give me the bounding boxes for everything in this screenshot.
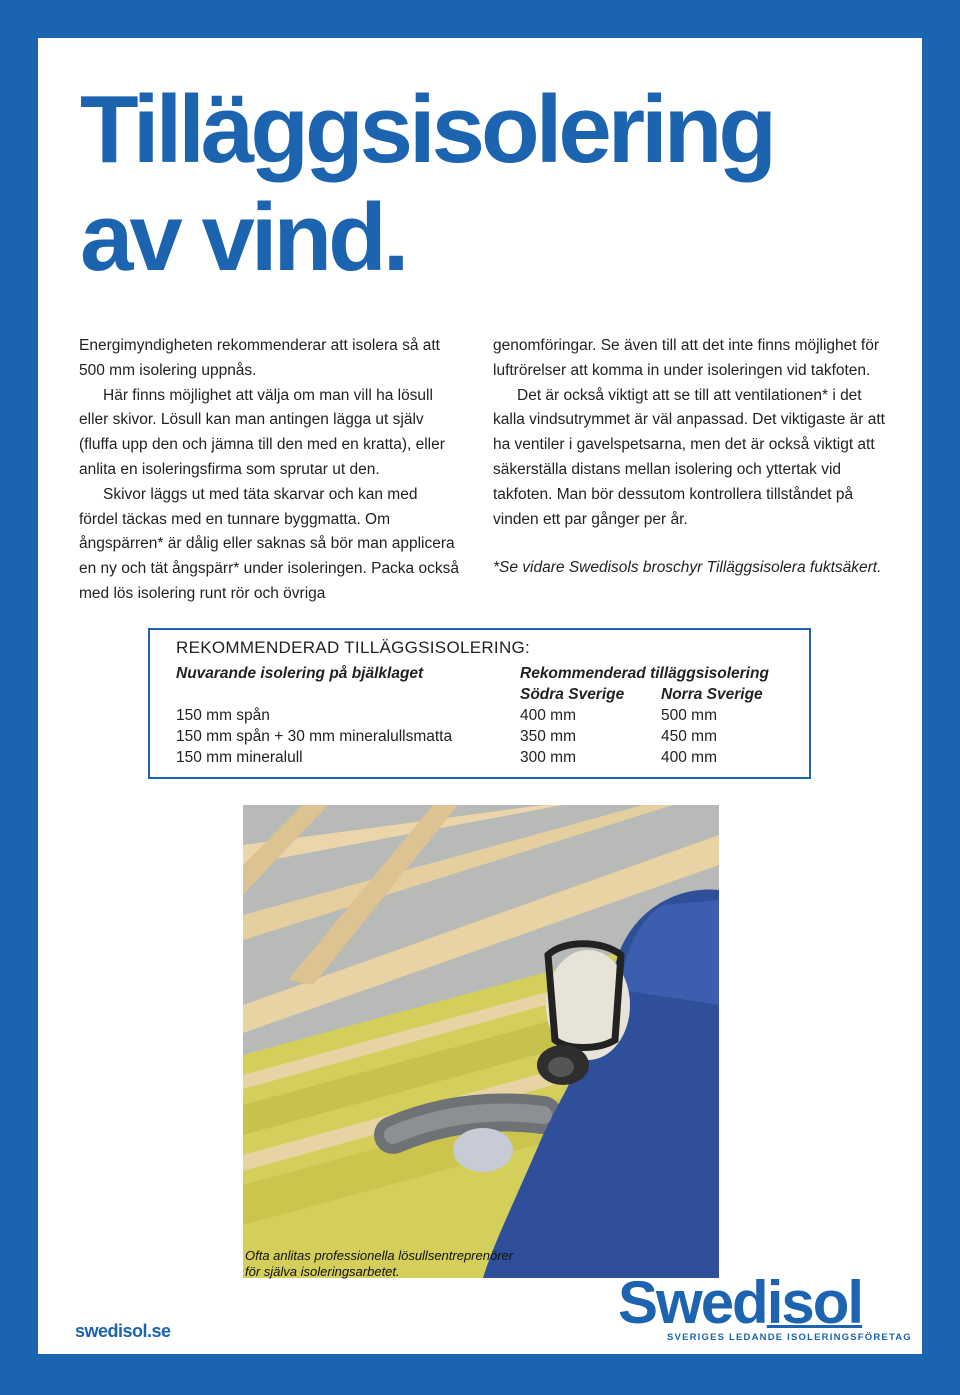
title-line-1: Tilläggsisolering [80, 76, 774, 183]
footnote: *Se vidare Swedisols broschyr Tilläggsisolera fuktsäkert. [493, 559, 882, 577]
body-column-left [79, 334, 459, 607]
paragraph: Skivor läggs ut med täta skarvar och kan med fördel täckas med en tunnare byggmatta. Om ångspärren* är dålig eller saknas så bör man applicera en ny och tät ångspärr* under isoleringen. Packa också med lös isolering runt rör och övriga [79, 485, 459, 602]
cell-south: 300 mm [520, 749, 576, 766]
logo-wordmark: Swedisol [618, 1269, 863, 1336]
logo-tagline: SVERIGES LEDANDE ISOLERINGSFÖRETAG [667, 1332, 912, 1343]
header-current: Nuvarande isolering på bjälklaget [176, 665, 424, 682]
paragraph: genomföringar. Se även till att det inte finns möjlighet för luftrörelser att komma in under isoleringen vid takfoten. [493, 337, 879, 379]
table-row [176, 705, 796, 726]
cell-current: 150 mm spån [176, 707, 270, 724]
body-column-right [493, 334, 893, 581]
caption-line: Ofta anlitas professionella lösullsentreprenörer [245, 1248, 514, 1263]
table-subheader-row [176, 684, 796, 705]
attic-illustration [243, 805, 719, 1278]
title-line-2: av vind. [80, 184, 406, 291]
paragraph: Här finns möjlighet att välja om man vill ha lösull eller skivor. Lösull kan man antingen lägga ut själv (fluffa upp den och jämna till den med en kratta), eller anlita en isoleringsfirma som sprutar ut den. [79, 386, 445, 478]
page-title [80, 76, 773, 292]
website-link[interactable]: swedisol.se [75, 1321, 171, 1341]
illustration-caption [245, 1248, 513, 1280]
paragraph: Energimyndigheten rekommenderar att isolera så att 500 mm isolering uppnås. [79, 337, 440, 379]
cell-south: 400 mm [520, 707, 576, 724]
cell-current: 150 mm mineralull [176, 749, 303, 766]
insulation-worker-illustration [243, 805, 719, 1278]
recommendation-heading: REKOMMENDERAD TILLÄGGSISOLERING: [176, 638, 531, 657]
cell-current: 150 mm spån + 30 mm mineralullsmatta [176, 728, 453, 745]
header-recommended: Rekommenderad tilläggsisolering [520, 665, 769, 682]
table-row [176, 726, 796, 747]
cell-north: 500 mm [661, 707, 717, 724]
header-north: Norra Sverige [661, 686, 763, 703]
page [38, 38, 922, 1354]
caption-line: för själva isoleringsarbetet. [245, 1264, 400, 1279]
cell-south: 350 mm [520, 728, 576, 745]
table-row [176, 747, 796, 768]
paragraph: Det är också viktigt att se till att ventilationen* i det kalla vindsutrymmet är väl anpassad. Det viktigaste är att ha ventiler i gavelspetsarna, men det är också viktigt att säkerställa distans mellan isolering och yttertak vid takfoten. Man bör dessutom kontrollera tillståndet på vinden ett par gånger per år. [493, 386, 885, 528]
header-south: Södra Sverige [520, 686, 625, 703]
table-header-row [176, 663, 769, 684]
recommendation-table [148, 628, 811, 779]
cell-north: 400 mm [661, 749, 717, 766]
swedisol-logo [618, 1269, 912, 1345]
cell-north: 450 mm [661, 728, 717, 745]
